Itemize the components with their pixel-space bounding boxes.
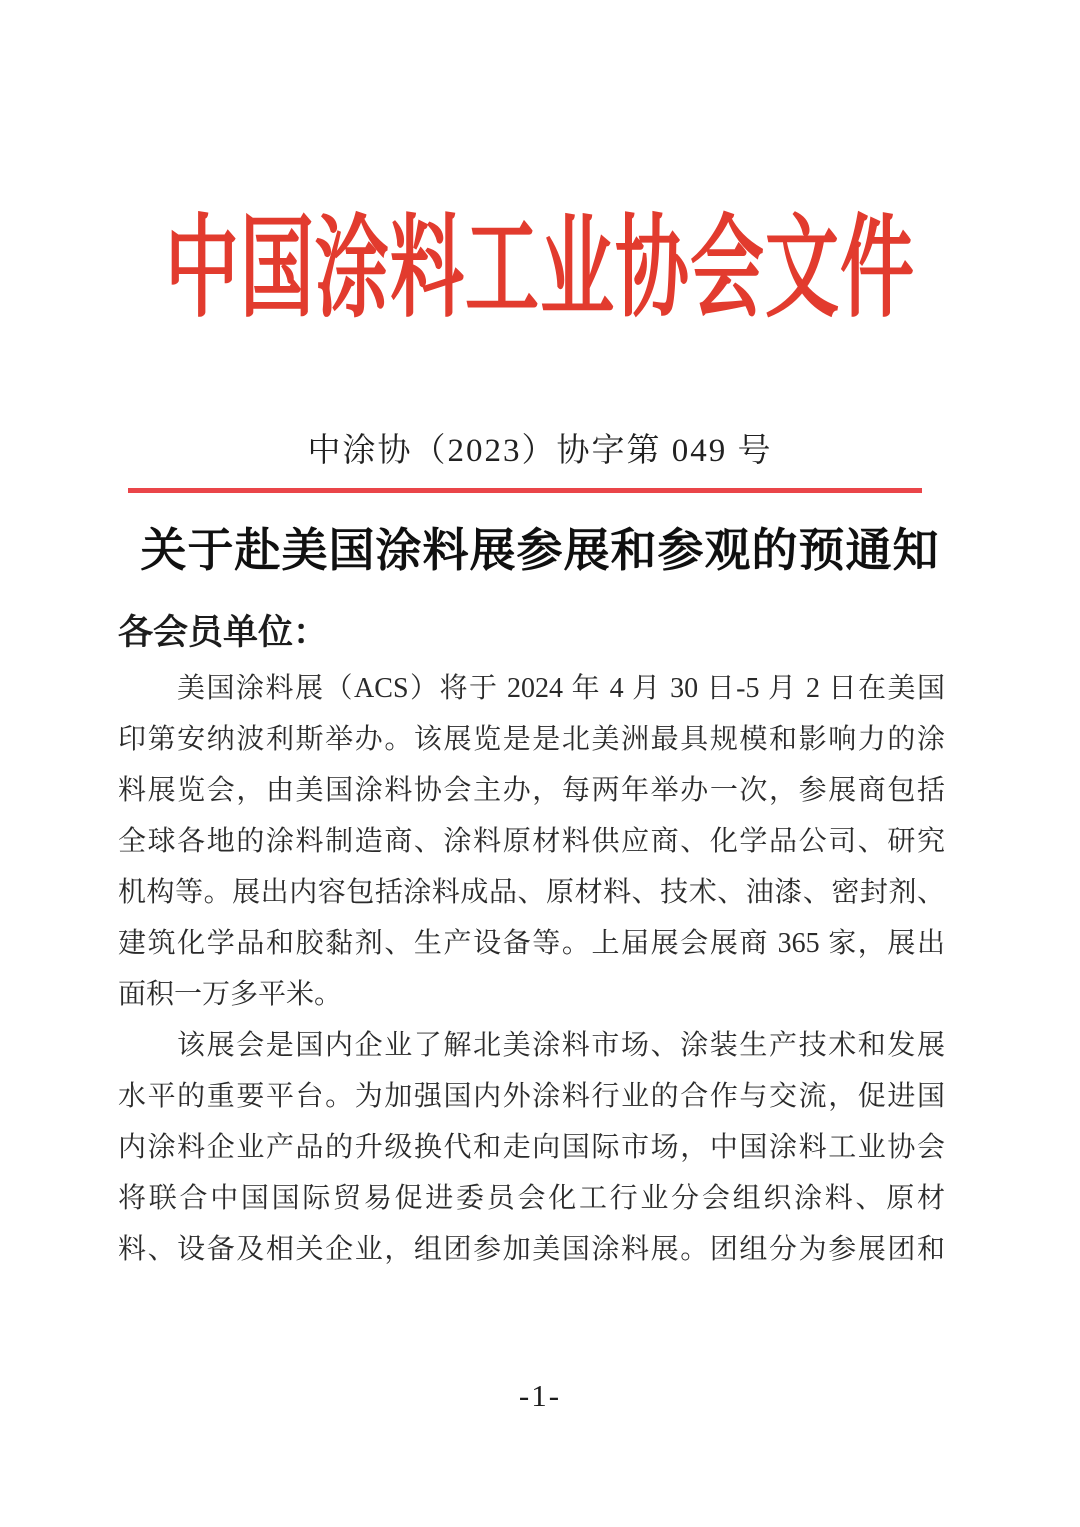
paragraph [118,1020,945,1275]
salutation: 各会员单位： [118,613,329,652]
red-header-org-title: 中国涂料工业协会文件 [165,208,915,332]
body-line: 面积一万多平米。 [118,979,343,1010]
body-line: 全球各地的涂料制造商、涂料原材料供应商、化学品公司、研究 [118,826,945,857]
red-divider-rule [128,488,922,493]
body-line: 料、设备及相关企业，组团参加美国涂料展。团组分为参展团和 [118,1234,945,1265]
page-number: -1- [518,1378,562,1413]
body-line: 美国涂料展（ACS）将于 2024 年 4 月 30 日-5 月 2 日在美国 [177,673,945,704]
body-line: 印第安纳波利斯举办。该展览是是北美洲最具规模和影响力的涂 [118,724,945,755]
body-line: 料展览会，由美国涂料协会主办，每两年举办一次，参展商包括 [118,775,945,806]
body-line: 机构等。展出内容包括涂料成品、原材料、技术、油漆、密封剂、 [118,877,945,908]
body-line: 内涂料企业产品的升级换代和走向国际市场，中国涂料工业协会 [118,1132,945,1163]
paragraph [118,663,945,1020]
body-line: 水平的重要平台。为加强国内外涂料行业的合作与交流，促进国 [118,1081,945,1112]
body-line: 将联合中国国际贸易促进委员会化工行业分会组织涂料、原材 [118,1183,945,1214]
body-line: 建筑化学品和胶黏剂、生产设备等。上届展会展商 365 家，展出 [118,928,945,959]
document-number: 中涂协（2023）协字第 049 号 [307,433,773,469]
body-line: 该展会是国内企业了解北美涂料市场、涂装生产技术和发展 [177,1030,945,1061]
notice-title: 关于赴美国涂料展参展和参观的预通知 [140,525,940,576]
body-paragraphs [118,663,945,1275]
